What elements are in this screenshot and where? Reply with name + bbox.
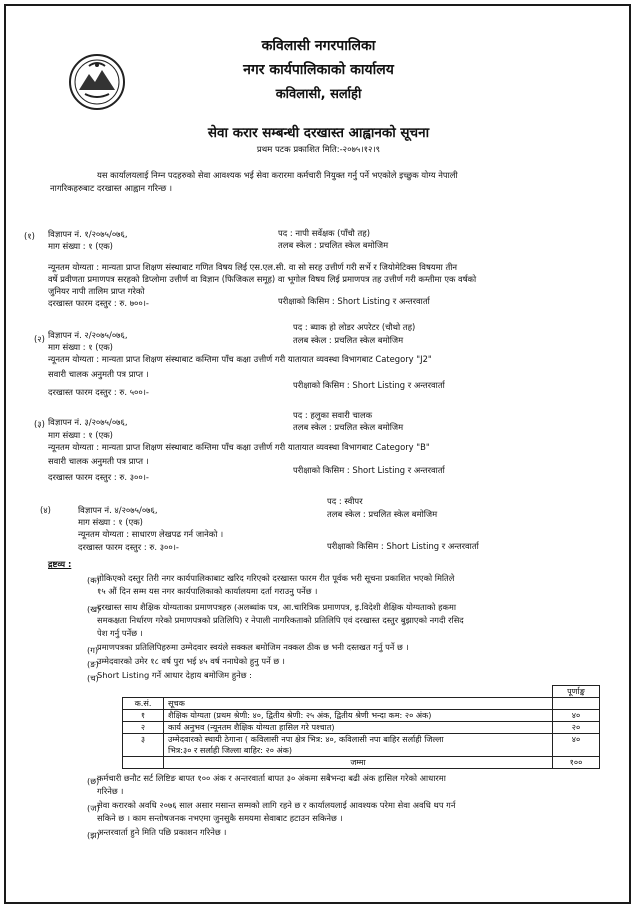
total-label: जम्मा: [164, 757, 553, 769]
post-count: माग संख्या : १ (एक): [78, 517, 143, 527]
exam-type: परीक्षाको किसिम : Short Listing र अन्तरवार्ता: [293, 380, 445, 390]
note-line: उम्मेदवारको उमेर १८ वर्ष पुरा भई ४५ वर्ष ननाघेको हुनु पर्ने छ ।: [97, 656, 285, 666]
note-text: [97, 655, 617, 668]
qualification-line: सवारी चालक अनुमती पत्र प्राप्त ।: [48, 369, 149, 379]
post-count: माग संख्या : १ (एक): [48, 430, 113, 440]
intro-line: यस कार्यालयलाई निम्न पदहरुको सेवा आवश्यक भई सेवा करारमा कर्मचारी नियुक्त गर्नु पर्ने भएकोले इच्छुक योग्य नेपाली: [97, 170, 458, 180]
total-value: १००: [553, 757, 600, 769]
note-key: (च): [87, 673, 99, 683]
qualification-line: जुनियर नापी तालिम प्राप्त गरेको: [48, 286, 145, 296]
vacancy-index: (३): [34, 419, 45, 429]
advert-number: विज्ञापन नं. ३/२०७५/०७६,: [48, 417, 128, 427]
office-name: कविलासी नगरपालिका: [261, 38, 376, 54]
indicator-cell: कार्य अनुभव (न्यूनतम शैक्षिक योग्यता हासिल गरे पश्चात): [164, 722, 553, 734]
post-name: पद : स्वीपर: [327, 496, 363, 506]
salary-scale: तलब स्केल : प्रचलित स्केल बमोजिम: [327, 509, 438, 519]
table-total-row: [123, 757, 600, 769]
note-key: (ज): [87, 803, 100, 813]
indicator-line: भित्र:३० र सर्लाही जिल्ला बाहिर: २० अंक): [168, 745, 293, 755]
indicator-cell: शैक्षिक योग्यता (प्रथम श्रेणी: ४०, द्वितीय श्रेणी: २५ अंक, द्वितीय श्रेणी भन्दा कम: २० अंक): [164, 710, 553, 722]
note-text: [97, 601, 617, 640]
salary-scale: तलब स्केल : प्रचलित स्केल बमोजिम: [293, 335, 404, 345]
qualification-line: न्यूनतम योग्यता : मान्यता प्राप्त शिक्षण संस्थाबाट गणित विषय लिई एस.एल.सी. वा सो सरह उत्तीर्ण गरी सर्भे र जियोमेटिक्स विषयमा तीन: [48, 262, 458, 272]
serial-cell: [123, 757, 164, 769]
post-name: पद : नापी सर्वेक्षक (पाँचौ तह): [278, 228, 371, 238]
salary-scale: तलब स्केल : प्रचलित स्केल बमोजिम: [278, 240, 389, 250]
post-name: पद : हलुका सवारी चालक: [293, 410, 373, 420]
table-row: [123, 710, 600, 722]
marks-cell: २०: [553, 722, 600, 734]
serial-cell: २: [123, 722, 164, 734]
advert-number: विज्ञापन नं. २/२०७५/०७६,: [48, 330, 128, 340]
post-name: पद : ब्याक हो लोडर अपरेटर (चौथो तह): [293, 322, 416, 332]
note-text: [97, 799, 617, 825]
application-fee: दरखास्त फारम दस्तुर : रु. ३००।-: [78, 542, 179, 552]
advert-number: विज्ञापन नं. ४/२०७५/०७६,: [78, 505, 158, 515]
notes-label: द्रष्टव्य :: [48, 559, 72, 569]
note-line: १५ औं दिन सम्म यस नगर कार्यपालिकाको कार्यालयमा दर्ता गराउनु पर्नेछ ।: [97, 586, 318, 596]
note-line: गरिनेछ ।: [97, 786, 124, 796]
marks-cell: ४०: [553, 710, 600, 722]
note-key: (छ): [87, 776, 100, 786]
note-line: Short Listing गर्ने आधार देहाय बमोजिम हुनेछ :: [97, 670, 252, 680]
application-fee: दरखास्त फारम दस्तुर : रु. ७००।-: [48, 298, 149, 308]
table-header-row: [123, 686, 600, 698]
qualification-line: सवारी चालक अनुमती पत्र प्राप्त ।: [48, 456, 149, 466]
salary-scale: तलब स्केल : प्रचलित स्केल बमोजिम: [293, 422, 404, 432]
note-key: (ङ): [87, 659, 99, 669]
application-fee: दरखास्त फारम दस्तुर : रु. ५००।-: [48, 387, 149, 397]
note-line: प्रमाणपत्रका प्रतिलिपिहरुमा उम्मेदवार स्वयंले सक्कल बमोजिम नक्कल ठीक छ भनी दस्तखत गर्नु पर्ने छ ।: [97, 642, 409, 652]
vacancy-index: (४): [40, 505, 51, 515]
note-line: सेवा करारको अवधि २०७६ साल असार मसान्त सम्मको लागि रहने छ र कार्यालयलाई आवश्यक परेमा सेवा अवधि थप गर्न: [97, 800, 456, 810]
note-key: (क): [87, 575, 100, 585]
serial-header: क.सं.: [123, 698, 164, 710]
notice-title: सेवा करार सम्बन्धी दरखास्त आह्वानको सूचना: [207, 125, 430, 141]
serial-cell: १: [123, 710, 164, 722]
note-text: [97, 572, 617, 598]
publish-date: प्रथम पटक प्रकाशित मिति:-२०७५।१२।९: [256, 145, 381, 155]
note-line: दरखास्त साथ शैक्षिक योग्यताका प्रमाणपत्रहरु (अलब्धांक पत्र, आ.चारित्रिक प्रमाणपत्र, इ.विदेशी शैक्षिक योग्यताको हकमा: [97, 602, 456, 612]
indicator-line: उम्मेदवारको स्थायी ठेगाना ( कविलासी नपा क्षेत्र भित्र: ४०, कविलासी नपा बाहिर सर्लाही जिल्ला: [168, 734, 444, 744]
qualification-line: न्यूनतम योग्यता : मान्यता प्राप्त शिक्षण संस्थाबाट कम्तिमा पाँच कक्षा उत्तीर्ण गरी यातायात व्यवस्था विभागबाट Category "B": [48, 442, 430, 452]
qualification-line: न्यूनतम योग्यता : मान्यता प्राप्त शिक्षण संस्थाबाट कम्तिमा पाँच कक्षा उत्तीर्ण गरी यातायात व्यवस्था विभागबाट Category "J2": [48, 354, 432, 364]
qualification-line: वर्षे प्रवीणता प्रमाणपत्र सरहको डिप्लोमा उत्तीर्ण वा विज्ञान (फिजिकल समूह) वा भूगोल विषय लिई प्रमाणपत्र तह उत्तीर्ण गरी कम्तीमा एक वर्षको: [48, 274, 477, 284]
vacancy-index: (१): [24, 231, 35, 241]
note-text: [97, 669, 617, 682]
indicator-cell: [164, 734, 553, 757]
intro-line: नागरिकहरुबाट दरखास्त आह्वान गरिन्छ ।: [50, 183, 173, 193]
exam-type: परीक्षाको किसिम : Short Listing र अन्तरवार्ता: [278, 296, 430, 306]
office-address: कविलासी, सर्लाही: [275, 87, 362, 102]
marks-cell: [553, 698, 600, 710]
vacancy-index: (२): [34, 334, 45, 344]
table-header-row: [123, 698, 600, 710]
post-count: माग संख्या : १ (एक): [48, 342, 113, 352]
marks-cell: ४०: [553, 734, 600, 757]
note-line: तोकिएको दस्तुर तिरी नगर कार्यपालिकाबाट खरिद गरिएको दरखास्त फारम रीत पूर्वक भरी सूचना प्रकाशित भएको मितिले: [97, 573, 455, 583]
full-marks-header: पूर्णाङ्क: [553, 686, 600, 698]
table-row: [123, 722, 600, 734]
note-text: [97, 772, 617, 798]
note-key: (झ): [87, 830, 100, 840]
note-text: [97, 826, 617, 839]
application-fee: दरखास्त फारम दस्तुर : रु. ३००।-: [48, 472, 149, 482]
exam-type: परीक्षाको किसिम : Short Listing र अन्तरवार्ता: [327, 541, 479, 551]
note-line: अन्तरवार्ता हुने मिति पछि प्रकाशन गरिनेछ ।: [97, 827, 227, 837]
serial-cell: ३: [123, 734, 164, 757]
note-key: (ख): [87, 604, 101, 614]
shortlist-table: [122, 685, 600, 769]
table-row: [123, 734, 600, 757]
note-line: समकक्षता निर्धारण गरेको प्रमाणपत्रको प्रतिलिपि) र नेपाली नागरिकताको प्रतिलिपि एवं दरखास्त दस्तुर बुझाएको नगदी रसिद: [97, 615, 464, 625]
indicator-header: सूचक: [164, 698, 553, 710]
table-header-spacer: [123, 686, 553, 698]
advert-number: विज्ञापन नं. १/२०७५/०७६,: [48, 229, 128, 239]
note-line: सकिने छ । काम सन्तोषजनक नभएमा जुनसुकै समयमा सेवाबाट हटाउन सकिनेछ ।: [97, 813, 343, 823]
note-line: कर्मचारी छनौट सर्ट लिष्टिङ बापत १०० अंक र अन्तरवार्ता बापत ३० अंकमा सबैभन्दा बढी अंक हासिल गरेको आधारमा: [97, 773, 446, 783]
note-text: [97, 641, 617, 654]
office-subtitle: नगर कार्यपालिकाको कार्यालय: [243, 62, 394, 78]
exam-type: परीक्षाको किसिम : Short Listing र अन्तरवार्ता: [293, 465, 445, 475]
note-line: पेश गर्नु पर्नेछ ।: [97, 628, 143, 638]
post-count: माग संख्या : १ (एक): [48, 241, 113, 251]
qualification-line: न्यूनतम योग्यता : साधारण लेखपढ गर्न जानेको ।: [78, 529, 224, 539]
note-key: (ग): [87, 645, 99, 655]
